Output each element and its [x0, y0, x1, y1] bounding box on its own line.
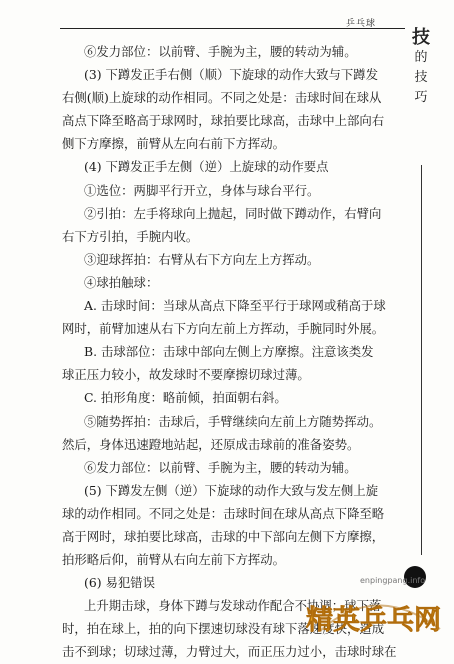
text-line: A. 击球时间：当球从高点下降至平行于球网或稍高于球 [84, 298, 386, 314]
text-line: 右侧(顺)上旋球的动作相同。不同之处是：击球时间在球从 [62, 90, 382, 106]
body-text [62, 40, 410, 664]
side-char: 巧 [414, 90, 428, 105]
text-line: 时，拍在球上，拍的向下摆速切球没有球下落速度快，造成 [62, 621, 385, 637]
text-line: (4) 下蹲发正手左侧（逆）上旋球的动作要点 [84, 159, 329, 175]
side-char: 技 [414, 70, 428, 85]
text-line: 高点下降至略高于球网时，球拍要比球高，击球中上部向右 [62, 113, 385, 129]
text-line: 高于网时，球拍要比球高，击球的中下部向左侧下方摩擦， [62, 528, 385, 544]
text-line: (6) 易犯错误 [84, 575, 156, 591]
text-line: ②引拍：左手将球向上抛起，同时做下蹲动作，右臂向 [84, 205, 382, 221]
text-line: 拍形略后仰，前臂从右向左前下方挥动。 [62, 552, 286, 568]
side-decoration [410, 28, 432, 108]
text-line: 球正压力较小，故发球时不要摩擦切球过薄。 [62, 367, 310, 383]
watermark-logo-text: 精英乒乓网 [306, 605, 441, 636]
text-line: ④球拍触球： [84, 274, 159, 290]
text-line: 网时，前臂加速从右下方向左前上方挥动，手腕同时外展。 [62, 321, 385, 337]
text-line: ⑥发力部位：以前臂、手腕为主，腰的转动为辅。 [84, 459, 357, 475]
side-char: 的 [414, 50, 428, 65]
text-line: 球的动作相同。不同之处是：击球时间在球从高点下降至略 [62, 505, 385, 521]
text-line: 击不到球；切球过薄，力臂过大，而正压力过小，击球时球在 [62, 644, 397, 660]
text-line: ①选位：两脚平行开立，身体与球台平行。 [84, 182, 320, 198]
text-line: (5) 下蹲发左侧（逆）下旋球的动作大致与发左侧上旋 [84, 482, 379, 498]
text-line: 侧下方摩擦，前臂从左向右前下方挥动。 [62, 136, 286, 152]
text-line: (3) 下蹲发正手右侧（顺）下旋球的动作大致与下蹲发 [84, 67, 379, 83]
text-line: C. 拍形角度：略前倾，拍面朝右斜。 [84, 390, 287, 406]
side-rule [421, 165, 422, 555]
side-char: 技 [412, 27, 430, 48]
text-line: 上升期击球，身体下蹲与发球动作配合不协调；球下落 [84, 598, 382, 614]
watermark-url: enpingpang.info [360, 576, 426, 585]
running-head-title: 乒乓球 [346, 19, 377, 29]
text-line: ③迎球挥拍：右臂从右下方向左上方挥动。 [84, 251, 320, 267]
text-line: 右下方引拍，手腕内收。 [62, 228, 199, 244]
text-line: 然后，身体迅速蹬地站起，还原成击球前的准备姿势。 [62, 436, 360, 452]
text-line: ⑥发力部位：以前臂、手腕为主，腰的转动为辅。 [84, 44, 357, 59]
text-line: ⑤随势挥拍：击球后，手臂继续向左前上方随势挥动。 [84, 413, 382, 429]
text-line: B. 击球部位：击球中部向左侧上方摩擦。注意该类发 [84, 344, 374, 360]
watermark-logo [300, 591, 450, 637]
